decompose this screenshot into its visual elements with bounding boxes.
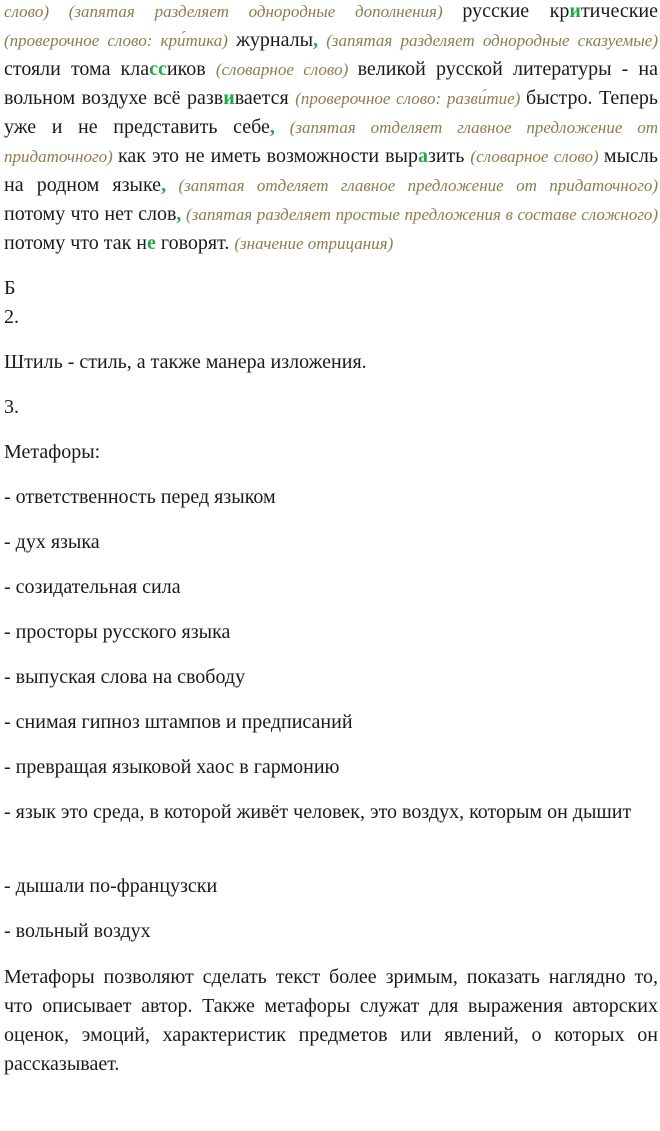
metaphor-list — [4, 483, 658, 962]
text-fragment: великой русской литературы - на вольном воздухе всё разв — [4, 58, 658, 109]
highlighted-letter: е — [147, 232, 156, 254]
highlighted-letter: и — [223, 87, 235, 109]
annotation-note: (запятая отделяет главное предложение от придаточного) — [166, 176, 659, 195]
annotation-note: (значение отрицания) — [234, 234, 394, 253]
annotation-note: (проверочное слово: кри́тика) — [4, 31, 237, 50]
text-fragment: вается — [234, 87, 296, 109]
text-fragment: тические — [580, 0, 658, 22]
section-letter: Б — [4, 277, 16, 299]
text-fragment: слово) — [4, 2, 49, 21]
text-fragment: как это не иметь возможности выр — [118, 145, 418, 167]
text-fragment: журналы — [236, 29, 314, 51]
text-fragment: стояли тома кла — [4, 58, 150, 80]
list-item: - выпуская слова на свободу — [4, 666, 246, 688]
document-body — [4, 0, 658, 1079]
list-item: - дух языка — [4, 531, 100, 553]
highlighted-letter: и — [569, 0, 581, 22]
list-item: - ответственность перед языком — [4, 486, 276, 508]
annotation-note: (проверочное слово: разви́тие) — [295, 89, 527, 108]
metaphors-heading: Метафоры: — [4, 441, 101, 463]
list-item: - просторы русского языка — [4, 621, 231, 643]
text-fragment: зить — [427, 145, 471, 167]
list-item: - превращая языковой хаос в гармонию — [4, 756, 340, 778]
list-item: - созидательная сила — [4, 576, 181, 598]
text-fragment: потому что так н — [4, 232, 148, 254]
text-fragment: потому что нет слов — [4, 203, 177, 225]
annotation-note: (запятая разделяет простые предложения в составе сложного) — [181, 205, 658, 224]
annotation-note: (запятая разделяет однородные сказуемые) — [318, 31, 658, 50]
list-item: - дышали по-французски — [4, 875, 218, 897]
highlighted-comma: , — [161, 174, 167, 196]
conclusion-paragraph: Метафоры позволяют сделать текст более зримым, показать наглядно то, что описывает автор. Также метафоры служат для выражения авторских оценок, эмоций, характеристик предметов или явлений, о которых он рассказывает. — [4, 966, 658, 1075]
highlighted-letter: сс — [149, 58, 167, 80]
highlighted-comma: , — [176, 203, 182, 225]
task-number-3: 3. — [4, 396, 19, 418]
text-fragment: быстро. Теперь уже и не представить себе — [4, 87, 658, 138]
text-fragment: иков — [166, 58, 216, 80]
text-fragment: мысль на родном языке — [4, 145, 658, 196]
annotation-note: (словарное слово) — [470, 147, 604, 166]
list-item: - вольный воздух — [4, 920, 151, 942]
text-fragment: русские кр — [462, 0, 570, 22]
list-item: - снимая гипноз штампов и предписаний — [4, 711, 353, 733]
task-number-2: 2. — [4, 306, 19, 328]
highlighted-comma: , — [269, 116, 275, 138]
paragraph-main — [4, 0, 658, 258]
annotation-note: (запятая отделяет главное предложение от придаточного) — [4, 118, 658, 166]
answer-2: Штиль - стиль, а также манера изложения. — [4, 351, 367, 373]
highlighted-letter: а — [417, 145, 428, 167]
text-fragment: говорят. — [155, 232, 235, 254]
list-item: - язык это среда, в которой живёт человек, это воздух, которым он дышит — [4, 801, 632, 823]
annotation-note: (словарное слово) — [215, 60, 358, 79]
annotation-note: (запятая разделяет однородные дополнения) — [48, 2, 463, 21]
highlighted-comma: , — [313, 29, 319, 51]
